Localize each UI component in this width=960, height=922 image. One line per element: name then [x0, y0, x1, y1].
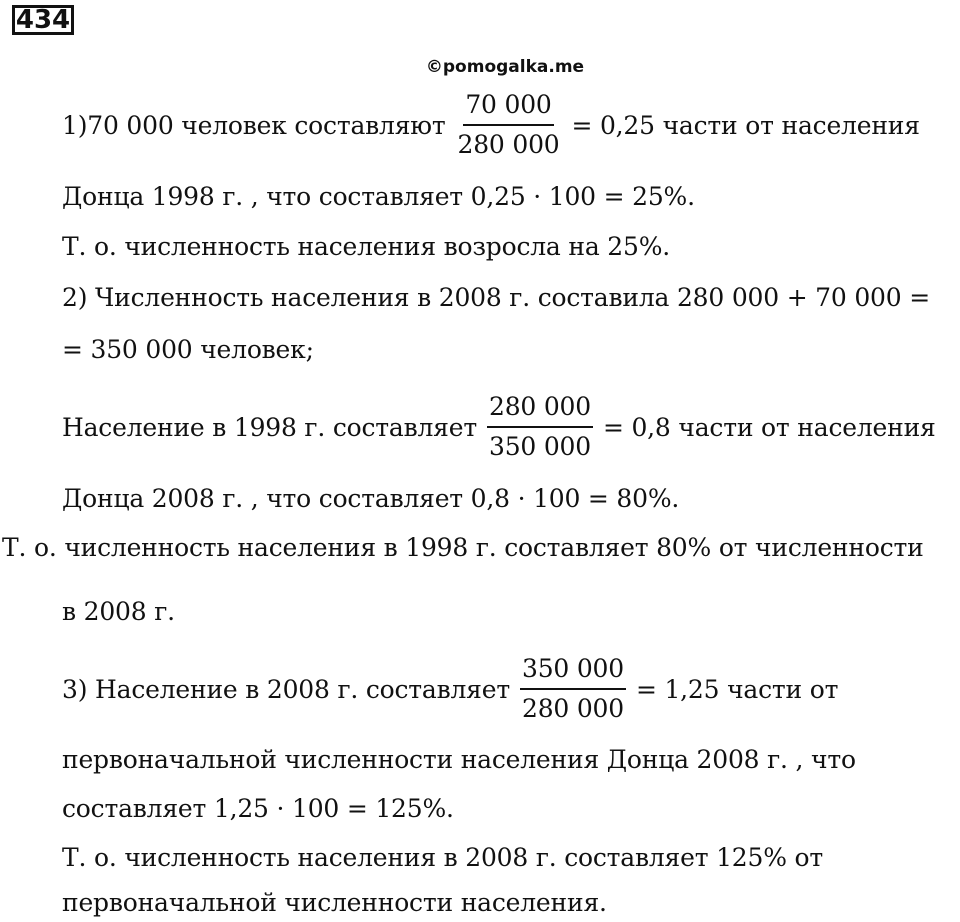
step1-fraction	[456, 86, 562, 164]
step3-fraction-line	[62, 650, 838, 728]
step3-numerator: 350 000	[520, 650, 626, 690]
step3-denominator: 280 000	[521, 694, 624, 723]
step2-conclusion-line1: Т. о. численность населения в 1998 г. составляет 80% от численности	[2, 533, 924, 562]
step3-text-before: 3) Население в 2008 г. составляет	[62, 674, 510, 704]
step1-conclusion: Т. о. численность населения возросла на 25%.	[62, 232, 671, 261]
step2-fraction-line	[62, 388, 936, 466]
step3-fraction	[520, 650, 626, 728]
step1-text-before: 1)70 000 человек составляют	[62, 110, 446, 140]
problem-number: 434	[12, 5, 74, 35]
step2-line2: = 350 000 человек;	[62, 335, 314, 364]
step1-text-after: = 0,25 части от населения	[571, 110, 920, 140]
step2-denominator: 350 000	[488, 432, 591, 461]
step3-text-after: = 1,25 части от	[635, 674, 839, 704]
step2-line3: Донца 2008 г. , что составляет 0,8 · 100 = 80%.	[62, 484, 680, 513]
step2-conclusion-line2: в 2008 г.	[62, 597, 175, 626]
step3-line2: первоначальной численности населения Донца 2008 г. , что	[62, 745, 856, 774]
watermark: ©pomogalka.me	[425, 57, 585, 77]
step3-conclusion-line1: Т. о. численность населения в 2008 г. составляет 125% от	[62, 843, 824, 872]
step1-line2: Донца 1998 г. , что составляет 0,25 · 100 = 25%.	[62, 182, 695, 211]
step2-fraction	[487, 388, 593, 466]
step2-text-before: Население в 1998 г. составляет	[62, 412, 477, 442]
step3-conclusion-line2: первоначальной численности населения.	[62, 888, 607, 917]
step1-fraction-line	[62, 86, 920, 164]
step2-line1: 2) Численность населения в 2008 г. составила 280 000 + 70 000 =	[62, 283, 930, 312]
step1-denominator: 280 000	[457, 130, 560, 159]
step2-text-after: = 0,8 части от населения	[602, 412, 936, 442]
step1-numerator: 70 000	[463, 86, 553, 126]
step2-numerator: 280 000	[487, 388, 593, 428]
step3-line3: составляет 1,25 · 100 = 125%.	[62, 794, 454, 823]
